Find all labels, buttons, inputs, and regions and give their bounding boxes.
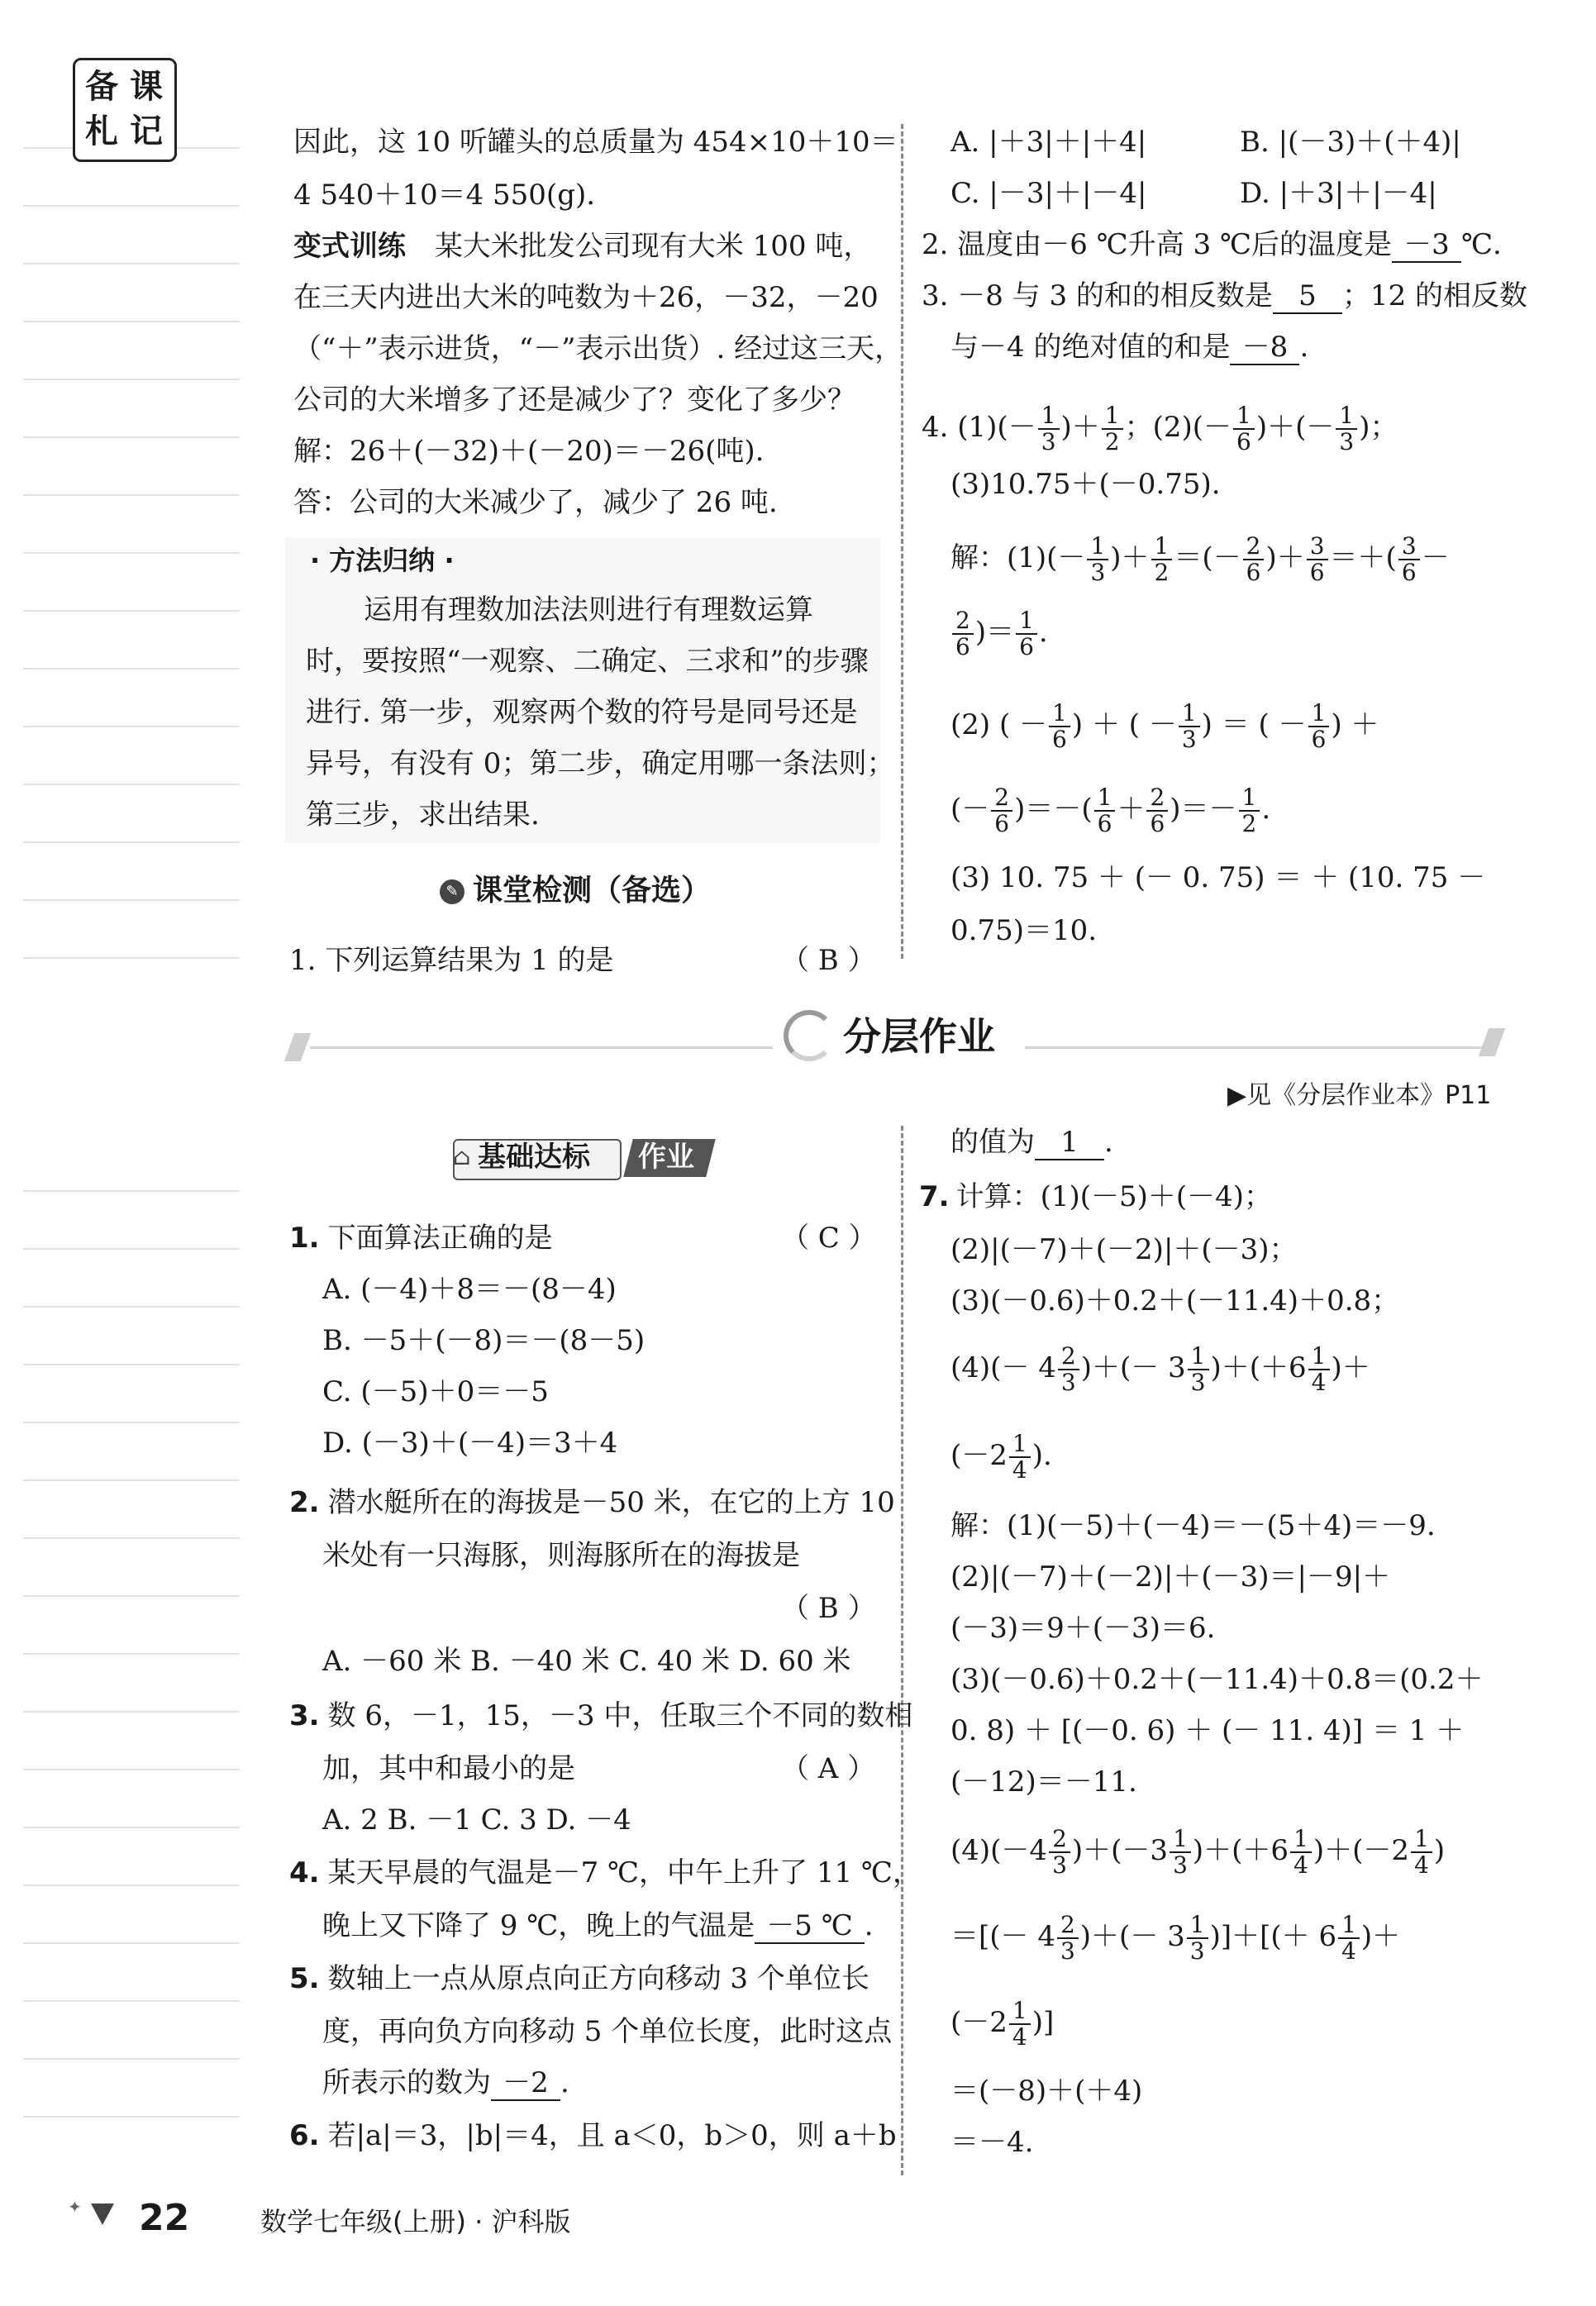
option: C. (－5)＋0＝－5 xyxy=(322,1375,549,1408)
math-text: (4)(－4 xyxy=(950,1834,1048,1867)
book-title: 数学七年级(上册) · 沪科版 xyxy=(260,2206,571,2237)
math-text: )＋ xyxy=(1331,1351,1370,1384)
fraction: $\frac{1}{3}$ xyxy=(1087,534,1108,585)
question-text: 3. －8 与 3 的和的相反数是 xyxy=(922,279,1273,312)
math-text: )＋ xyxy=(1060,411,1100,444)
question-text: 米处有一只海豚，则海豚所在的海拔是 xyxy=(322,1539,800,1572)
question-text: 晚上又下降了 9 ℃，晚上的气温是 xyxy=(322,1909,755,1942)
fraction: $\frac{1}{3}$ xyxy=(1179,701,1200,752)
math-text: )； xyxy=(1359,411,1398,444)
math-text: )＋(－ xyxy=(1255,411,1335,444)
math-text: (2) ( － xyxy=(950,708,1048,741)
question-number: 1. xyxy=(289,1222,320,1255)
solution-line: 解：(1)(－5)＋(－4)＝－(5＋4)＝－9. xyxy=(950,1509,1436,1542)
solution-line: (3) 10. 75 ＋ (－ 0. 75) ＝ ＋ (10. 75 － xyxy=(950,861,1486,894)
question-text: 加，其中和最小的是 xyxy=(322,1752,575,1785)
solution-line: 0.75)＝10. xyxy=(950,914,1098,947)
house-icon: ⌂ xyxy=(453,1143,471,1170)
math-text: )＋ xyxy=(1265,541,1305,574)
fraction: $\frac{2}{6}$ xyxy=(1243,534,1265,585)
math-text: )] xyxy=(1031,2006,1055,2039)
math-text: )＋(＋6 xyxy=(1192,1834,1289,1867)
question-text: . xyxy=(560,2066,569,2099)
fraction: $\frac{3}{6}$ xyxy=(1307,534,1328,585)
question-text: 4. (1) xyxy=(922,411,998,444)
math-text: )＝－ xyxy=(1170,793,1237,826)
math-text: )＋(－ 3 xyxy=(1080,1351,1186,1384)
column-divider xyxy=(901,1126,903,2175)
option: D. (－3)＋(－4)＝3＋4 xyxy=(322,1427,618,1460)
answer-bracket: （ C ） xyxy=(781,1222,877,1255)
workbook-ref: ▶见《分层作业本》P11 xyxy=(1227,1081,1492,1110)
question-text: (3)10.75＋(－0.75). xyxy=(950,468,1221,501)
question-number: 5. xyxy=(289,1962,320,1995)
fraction: $\frac{1}{3}$ xyxy=(1336,403,1357,455)
math-text: ). xyxy=(1031,1439,1052,1472)
fraction: $\frac{1}{6}$ xyxy=(1308,701,1330,752)
question-text: ℃. xyxy=(1461,228,1502,261)
question-text: 数 6，－1，15，－3 中，任取三个不同的数相 xyxy=(327,1699,913,1732)
fraction: $\frac{1}{3}$ xyxy=(1170,1827,1191,1878)
question-number: 3. xyxy=(289,1699,320,1732)
math-text: . xyxy=(1261,793,1271,826)
page-number: 22 xyxy=(139,2197,190,2239)
math-text: ＋ xyxy=(1117,793,1146,826)
fraction: $\frac{2}{6}$ xyxy=(952,608,974,660)
badge-char: 札 xyxy=(85,112,118,150)
text-line: 在三天内进出大米的吨数为＋26，－32，－20 xyxy=(293,281,879,314)
math-text: )]＋[(＋ 6 xyxy=(1209,1920,1337,1953)
math-text: ；(2)(－ xyxy=(1124,411,1232,444)
solution-line: 解：26＋(－32)＋(－20)＝－26(吨). xyxy=(293,435,765,468)
corner-badge xyxy=(73,58,177,162)
text-line: 某大米批发公司现有大米 100 吨， xyxy=(434,230,872,263)
fraction: $\frac{1}{4}$ xyxy=(1308,1344,1330,1395)
fraction: $\frac{1}{2}$ xyxy=(1151,534,1173,585)
math-text: (－2 xyxy=(950,1439,1008,1472)
fraction: $\frac{2}{6}$ xyxy=(1146,785,1168,836)
method-line: 异号，有没有 0；第二步，确定用哪一条法则； xyxy=(306,747,895,780)
method-title: · 方法归纳 · xyxy=(310,545,455,576)
fraction: $\frac{2}{3}$ xyxy=(1049,1827,1070,1878)
header-stripe-left xyxy=(284,1033,311,1061)
fill-answer: －2 xyxy=(491,2066,560,2101)
fraction: $\frac{1}{4}$ xyxy=(1290,1827,1312,1878)
section-title: 分层作业 xyxy=(843,1014,995,1059)
question-text: 若|a|＝3，|b|＝4，且 a＜0，b＞0，则 a＋b xyxy=(327,2119,897,2152)
method-line: 第三步，求出结果. xyxy=(306,798,540,831)
solution-line: ＝－4. xyxy=(950,2126,1034,2159)
question-number: 4. xyxy=(289,1856,320,1889)
header-rule-right xyxy=(1025,1046,1488,1049)
math-text: )＋(－3 xyxy=(1071,1834,1169,1867)
question-text: 度，再向负方向移动 5 个单位长度，此时这点 xyxy=(322,2015,893,2048)
badge-char: 备 xyxy=(85,68,118,106)
footer-spark-icon: ✦ xyxy=(68,2197,82,2217)
fraction: $\frac{1}{4}$ xyxy=(1338,1913,1360,1964)
fill-answer: －5 ℃ xyxy=(755,1909,864,1944)
math-text: (－2 xyxy=(950,2006,1008,2039)
column-divider xyxy=(901,124,903,959)
check-title: 课堂检测（备选） xyxy=(473,874,712,908)
question-text: 的值为 xyxy=(950,1126,1035,1159)
question-text: . xyxy=(1104,1126,1113,1159)
math-text: )＝－( xyxy=(1014,793,1093,826)
math-text: ) ＝ ( － xyxy=(1201,708,1307,741)
question-text: 潜水艇所在的海拔是－50 米，在它的上方 10 xyxy=(327,1486,895,1519)
fraction: $\frac{1}{3}$ xyxy=(1038,403,1060,455)
math-text: )＝ xyxy=(974,616,1015,649)
question-number: 6. xyxy=(289,2119,320,2152)
variant-label: 变式训练 xyxy=(293,230,406,263)
header-rule-left xyxy=(310,1046,773,1049)
math-text: 解：(1)(－ xyxy=(950,541,1086,574)
math-text: － xyxy=(1421,541,1450,574)
math-text: ＝(－ xyxy=(1174,541,1241,574)
fraction: $\frac{1}{4}$ xyxy=(1009,1432,1031,1483)
math-text: ＝[(－ 4 xyxy=(950,1920,1055,1953)
fill-answer: －3 xyxy=(1392,228,1461,263)
text-line: （“＋”表示进货，“－”表示出货）. 经过这三天， xyxy=(293,332,903,365)
question-text: ；12 的相反数 xyxy=(1341,279,1528,312)
method-line: 进行. 第一步，观察两个数的符号是同号还是 xyxy=(306,696,858,729)
question-text: 1. 下列运算结果为 1 的是 xyxy=(289,944,614,977)
fraction: $\frac{1}{6}$ xyxy=(1049,701,1070,752)
question-text: 计算：(1)(－5)＋(－4)； xyxy=(955,1180,1273,1213)
solution-line: (－3)＝9＋(－3)＝6. xyxy=(950,1612,1216,1645)
fraction: $\frac{1}{3}$ xyxy=(1187,1913,1208,1964)
answer-line: 答：公司的大米减少了，减少了 26 吨. xyxy=(293,486,778,519)
answer-bracket: （ B ） xyxy=(781,1592,876,1625)
solution-line: (3)(－0.6)＋0.2＋(－11.4)＋0.8＝(0.2＋ xyxy=(950,1663,1484,1696)
math-text: (－ xyxy=(950,793,990,826)
option: B. －5＋(－8)＝－(8－5) xyxy=(322,1324,646,1357)
question-text: (3)(－0.6)＋0.2＋(－11.4)＋0.8； xyxy=(950,1284,1400,1317)
question-text: (2)|(－7)＋(－2)|＋(－3)； xyxy=(950,1233,1298,1266)
text-line: 公司的大米增多了还是减少了？变化了多少？ xyxy=(293,384,855,417)
question-text: 下面算法正确的是 xyxy=(327,1222,553,1255)
fill-answer: 1 xyxy=(1035,1126,1104,1160)
math-text: )＋(－ 3 xyxy=(1079,1920,1185,1953)
question-text: 2. 温度由－6 ℃升高 3 ℃后的温度是 xyxy=(922,228,1393,261)
option: A. |＋3|＋|＋4| xyxy=(950,126,1147,159)
method-box xyxy=(285,537,880,843)
method-line: 时，要按照“一观察、二确定、三求和”的步骤 xyxy=(306,645,869,678)
fraction: $\frac{1}{6}$ xyxy=(1233,403,1255,455)
math-text: . xyxy=(1038,616,1048,649)
fill-answer: 5 xyxy=(1273,279,1342,314)
section-logo-icon xyxy=(784,1010,835,1061)
math-text: ) ＋ xyxy=(1331,708,1379,741)
question-text: . xyxy=(864,1909,874,1942)
badge-char: 记 xyxy=(130,112,163,150)
answer-bracket: （ A ） xyxy=(781,1752,876,1785)
tag-title: 基础达标 xyxy=(478,1141,590,1174)
fraction: $\frac{2}{3}$ xyxy=(1057,1913,1079,1964)
math-text: )＋(－2 xyxy=(1313,1834,1410,1867)
fraction: $\frac{1}{2}$ xyxy=(1239,785,1260,836)
math-text: ＝＋( xyxy=(1329,541,1397,574)
fraction: $\frac{1}{2}$ xyxy=(1102,403,1123,455)
option: A. (－4)＋8＝－(8－4) xyxy=(322,1273,617,1306)
math-text: )＋(＋6 xyxy=(1210,1351,1307,1384)
fraction: $\frac{2}{3}$ xyxy=(1058,1344,1079,1395)
fraction: $\frac{3}{6}$ xyxy=(1398,534,1420,585)
solution-line: (－12)＝－11. xyxy=(950,1765,1137,1799)
fraction: $\frac{1}{4}$ xyxy=(1009,1999,1031,2050)
math-text: (4)(－ 4 xyxy=(950,1351,1056,1384)
question-text: 所表示的数为 xyxy=(322,2066,491,2099)
fraction: $\frac{1}{6}$ xyxy=(1094,785,1116,836)
question-text: 数轴上一点从原点向正方向移动 3 个单位长 xyxy=(327,1962,869,1995)
fraction: $\frac{1}{4}$ xyxy=(1411,1827,1432,1878)
header-stripe-right xyxy=(1479,1028,1505,1056)
math-text: )＋ xyxy=(1360,1920,1401,1953)
question-text: . xyxy=(1299,331,1309,364)
fraction: $\frac{1}{3}$ xyxy=(1188,1344,1209,1395)
fill-answer: －8 xyxy=(1230,331,1299,365)
solution-line: 0. 8) ＋ [(－0. 6) ＋ (－ 11. 4)] ＝ 1 ＋ xyxy=(950,1714,1465,1747)
answer-bracket: （ B ） xyxy=(781,944,876,977)
option: D. |＋3|＋|－4| xyxy=(1240,177,1437,210)
option: C. |－3|＋|－4| xyxy=(950,177,1147,210)
question-number: 7. xyxy=(919,1180,950,1213)
solution-line: ＝(－8)＋(＋4) xyxy=(950,2075,1143,2108)
footer-arrow-icon xyxy=(91,2204,114,2225)
question-text: 某天早晨的气温是－7 ℃，中午上升了 11 ℃， xyxy=(327,1856,921,1889)
text-line: 因此，这 10 听罐头的总质量为 454×10＋10＝ xyxy=(293,126,898,159)
math-text: ) ＋ ( － xyxy=(1071,708,1177,741)
text-line: 4 540＋10＝4 550(g). xyxy=(293,179,596,212)
option: A. －60 米 B. －40 米 C. 40 米 D. 60 米 xyxy=(322,1645,851,1678)
question-number: 2. xyxy=(289,1486,320,1519)
check-icon: ✎ xyxy=(440,879,465,904)
fraction: $\frac{2}{6}$ xyxy=(991,785,1012,836)
math-text: )＋ xyxy=(1110,541,1150,574)
solution-line: (2)|(－7)＋(－2)|＋(－3)＝|－9|＋ xyxy=(950,1560,1391,1594)
math-text: ) xyxy=(1433,1834,1446,1867)
option: B. |(－3)＋(＋4)| xyxy=(1240,126,1461,159)
math-text: (－ xyxy=(997,411,1036,444)
badge-char: 课 xyxy=(130,68,163,106)
tag-label: 作业 xyxy=(638,1141,694,1174)
option: A. 2 B. －1 C. 3 D. －4 xyxy=(322,1803,631,1837)
question-text: 与－4 的绝对值的和是 xyxy=(950,331,1231,364)
fraction: $\frac{1}{6}$ xyxy=(1016,608,1037,660)
method-line: 运用有理数加法法则进行有理数运算 xyxy=(364,593,813,627)
